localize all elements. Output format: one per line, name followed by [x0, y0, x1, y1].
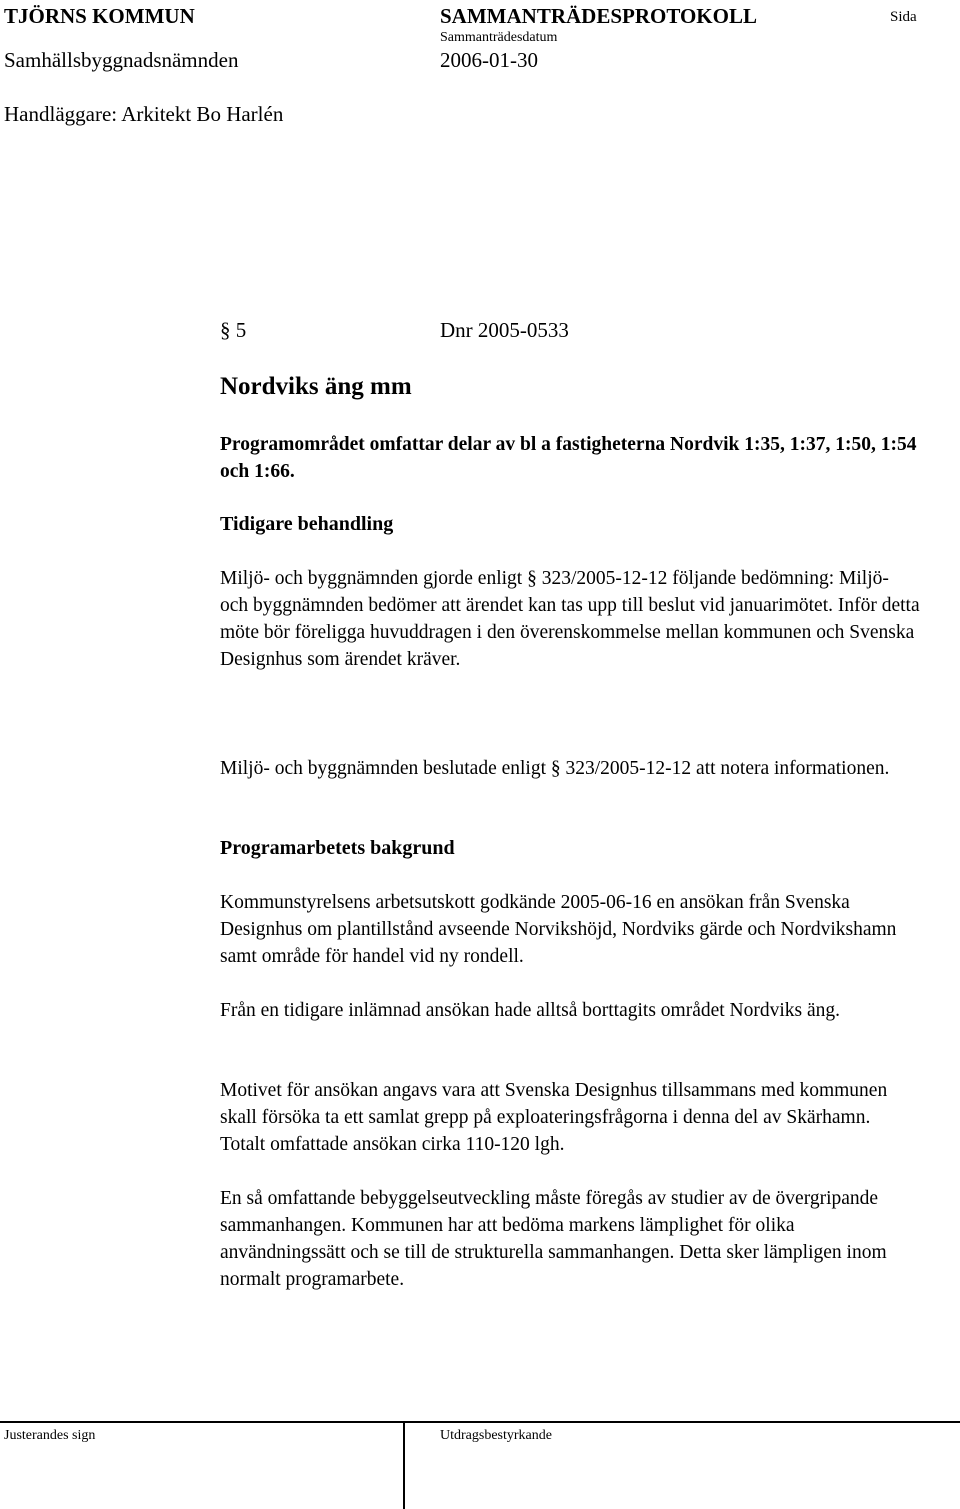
scope-statement: Programområdet omfattar delar av bl a fastigheterna Nordvik 1:35, 1:37, 1:50, 1:54 och 1:66. — [220, 434, 917, 482]
section-heading-previous: Tidigare behandling — [220, 513, 394, 535]
page-label: Sida — [890, 9, 917, 25]
footer-divider — [0, 1421, 960, 1423]
handler: Handläggare: Arkitekt Bo Harlén — [4, 102, 284, 126]
document-type: SAMMANTRÄDESPROTOKOLL — [440, 4, 757, 28]
paragraph-previous-1: Miljö- och byggnämnden gjorde enligt § 323/2005-12-12 följande bedömning: Miljö- och byggnämnden bedömer att ärendet kan tas upp till beslut vid januarimötet. Inför detta möte bör föreligga huvuddragen i den överenskommelse mellan kommunen och Svenska Designhus som ärendet kräver. — [220, 568, 920, 670]
paragraph-background-3: Motivet för ansökan angavs vara att Svenska Designhus tillsammans med kommunen skall försöka ta ett samlat grepp på exploateringsfrågorna i denna del av Skärhamn. Totalt omfattade ansökan cirka 110-120 lgh. — [220, 1080, 888, 1155]
paragraph-background-2: Från en tidigare inlämnad ansökan hade alltså borttagits området Nordviks äng. — [220, 1000, 841, 1021]
section-heading-background: Programarbetets bakgrund — [220, 837, 455, 859]
footer-column-divider — [403, 1421, 405, 1509]
meeting-date-label: Sammanträdesdatum — [440, 30, 558, 45]
signature-label: Justerandes sign — [4, 1428, 96, 1443]
committee-name: Samhällsbyggnadsnämnden — [4, 48, 239, 72]
paragraph-number: § 5 — [220, 318, 247, 342]
certification-label: Utdragsbestyrkande — [440, 1428, 552, 1443]
meeting-date: 2006-01-30 — [440, 48, 538, 72]
item-title: Nordviks äng mm — [220, 373, 412, 400]
diary-number: Dnr 2005-0533 — [440, 318, 569, 342]
organization-name: TJÖRNS KOMMUN — [4, 4, 195, 28]
paragraph-background-1: Kommunstyrelsens arbetsutskott godkände 2005-06-16 en ansökan från Svenska Designhus om plantillstånd avseende Norvikshöjd, Nordviks gärde och Nordvikshamn samt område för handel vid ny rondell. — [220, 892, 897, 967]
paragraph-previous-2: Miljö- och byggnämnden beslutade enligt § 323/2005-12-12 att notera informationen. — [220, 758, 890, 779]
paragraph-background-4: En så omfattande bebyggelseutveckling måste föregås av studier av de övergripande sammanhangen. Kommunen har att bedöma markens lämplighet för olika användningssätt och se till de strukturella sammanhangen. Detta sker lämpligen inom normalt programarbete. — [220, 1188, 887, 1290]
